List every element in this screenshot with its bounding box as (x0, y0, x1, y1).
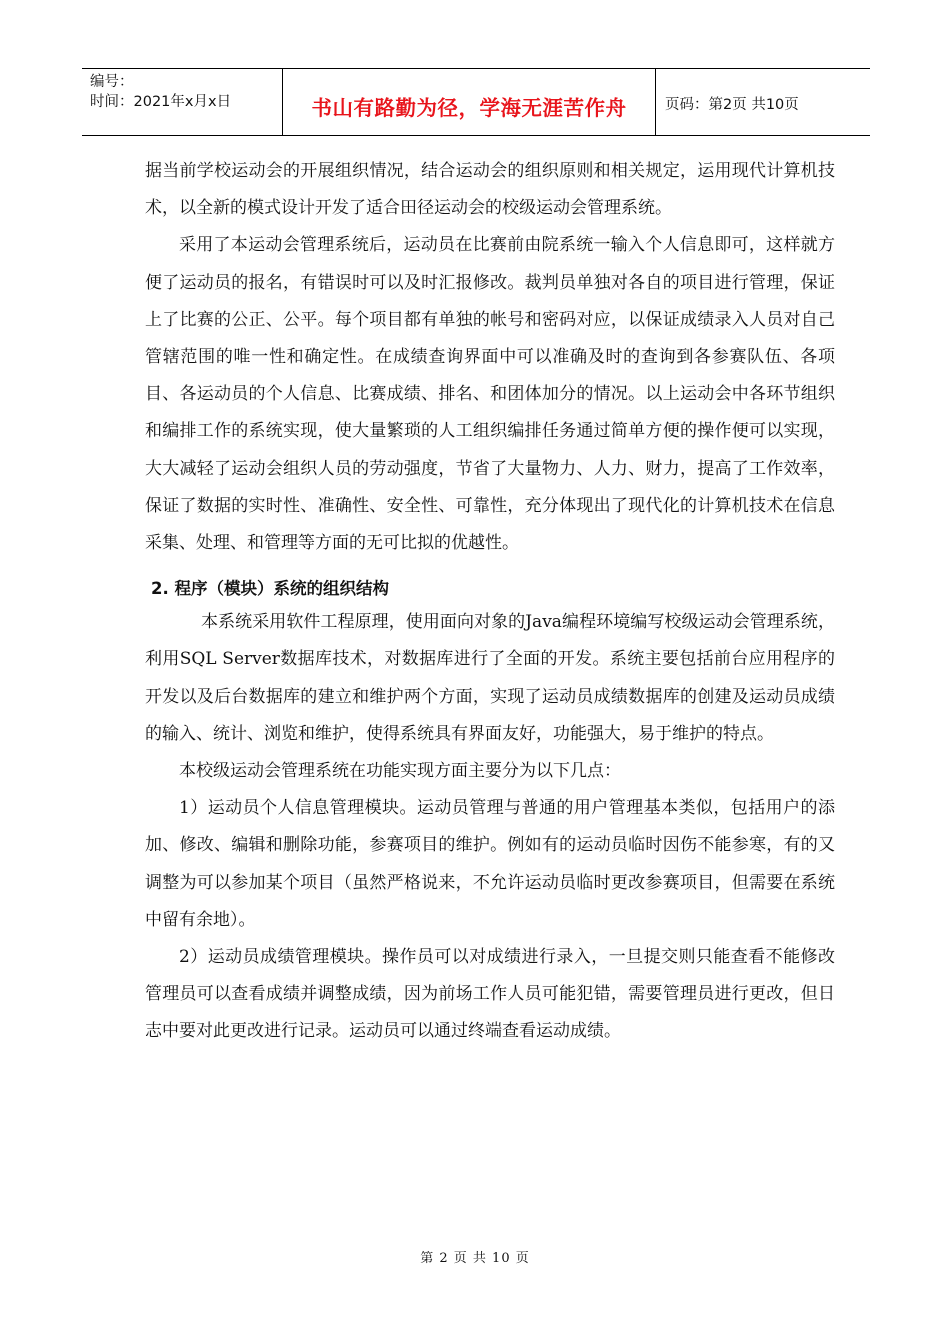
paragraph-intro-continued: 据当前学校运动会的开展组织情况，结合运动会的组织原则和相关规定，运用现代计算机技术，以全新的模式设计开发了适合田径运动会的校级运动会管理系统。 (145, 161, 835, 219)
paragraph-module-athlete-scores: 2）运动员成绩管理模块。操作员可以对成绩进行录入，一旦提交则只能查看不能修改管理员可以查看成绩并调整成绩，因为前场工作人员可能犯错，需要管理员进行更改，但日志中要对此更改进行记录。运动员可以通过终端查看运动成绩。 (145, 947, 835, 1042)
header-motto: 书山有路勤为径，学海无涯苦作舟 (283, 69, 656, 135)
header-meta (82, 69, 283, 135)
document-number-label: 编号： (90, 74, 134, 90)
paragraph-system-benefits: 采用了本运动会管理系统后，运动员在比赛前由院系统一输入个人信息即可，这样就方便了运动员的报名，有错误时可以及时汇报修改。裁判员单独对各自的项目进行管理，保证上了比赛的公正、公平。每个项目都有单独的帐号和密码对应，以保证成绩录入人员对自己管辖范围的唯一性和确定性。在成绩查询界面中可以准确及时的查询到各参赛队伍、各项目、各运动员的个人信息、比赛成绩、排名、和团体加分的情况。以上运动会中各环节组织和编排工作的系统实现，使大量繁琐的人工组织编排任务通过简单方便的操作便可以实现，大大减轻了运动会组织人员的劳动强度，节省了大量物力、人力、财力，提高了工作效率，保证了数据的实时性、准确性、安全性、可靠性，充分体现出了现代化的计算机技术在信息采集、处理、和管理等方面的无可比拟的优越性。 (145, 235, 835, 554)
paragraph-system-architecture: 本系统采用软件工程原理，使用面向对象的Java编程环境编写校级运动会管理系统，利用SQL Server数据库技术，对数据库进行了全面的开发。系统主要包括前台应用程序的开发以及后台数据库的建立和维护两个方面，实现了运动员成绩数据库的创建及运动员成绩的输入、统计、浏览和维护，使得系统具有界面友好，功能强大，易于维护的特点。 (145, 612, 835, 744)
document-body (145, 153, 835, 1051)
header-page-info: 页码：第2页 共10页 (665, 96, 799, 113)
section-gap (145, 562, 835, 574)
document-date: 时间：2021年x月x日 (90, 94, 232, 110)
page-header (82, 68, 870, 136)
section-heading: 2. 程序（模块）系统的组织结构 (151, 579, 389, 599)
paragraph-module-athlete-info: 1）运动员个人信息管理模块。运动员管理与普通的用户管理基本类似，包括用户的添加、修改、编辑和删除功能，参赛项目的维护。例如有的运动员临时因伤不能参寒，有的又调整为可以参加某个项目（虽然严格说来，不允许运动员临时更改参赛项目，但需要在系统中留有余地）。 (145, 798, 835, 930)
paragraph-function-overview: 本校级运动会管理系统在功能实现方面主要分为以下几点： (179, 761, 621, 782)
page-footer: 第 2 页 共 10 页 (420, 1251, 530, 1266)
